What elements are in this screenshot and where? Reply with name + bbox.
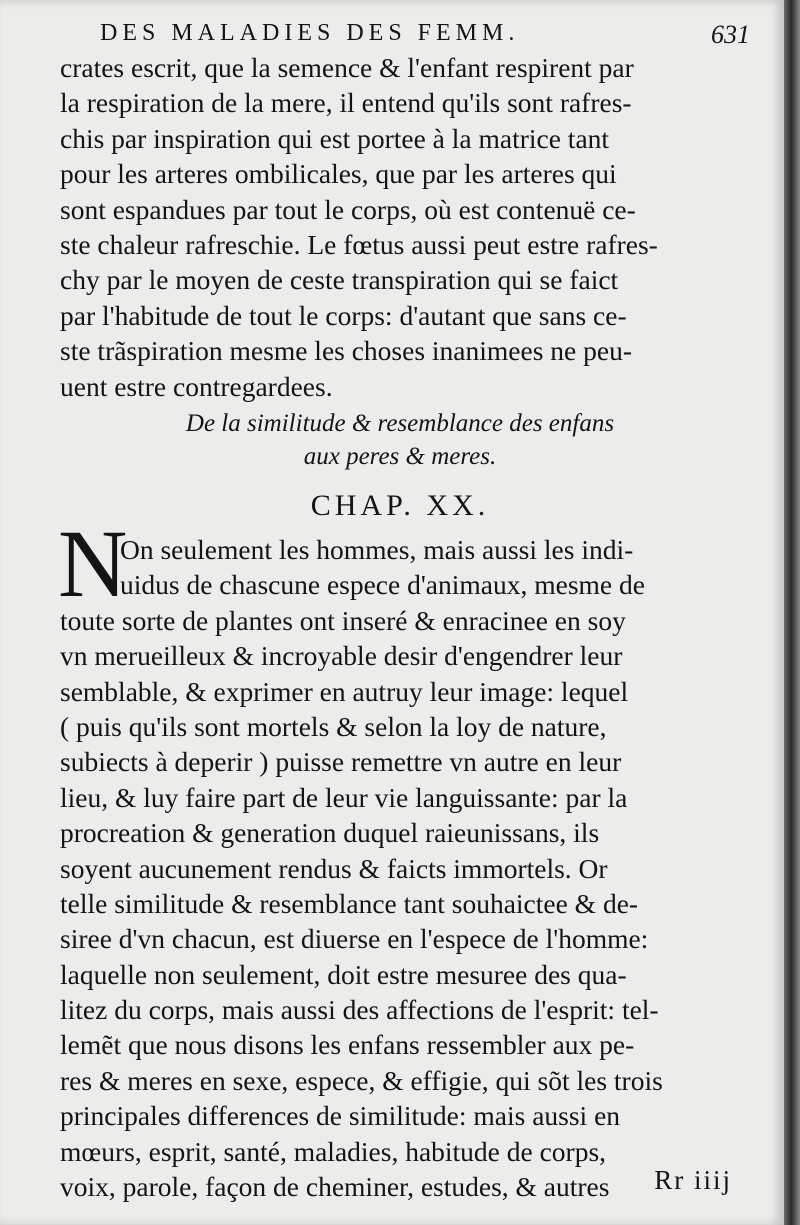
chapter-paragraph [60, 532, 740, 1204]
text-line: chy par le moyen de ceste transpiration qui se faict [60, 264, 619, 296]
paragraph-continued [60, 50, 740, 404]
text-line: ( puis qu'ils sont mortels & selon la loy de nature, [60, 710, 607, 742]
text-line: principales differences de similitude: mais aussi en [60, 1100, 621, 1132]
text-line: crates escrit, que la semence & l'enfant respirent par [60, 52, 634, 83]
text-line: uent estre contregardees. [60, 370, 333, 402]
text-line: pour les arteres ombilicales, que par les arteres qui [60, 158, 617, 190]
text-line: telle similitude & resemblance tant souhaictee & de- [60, 887, 639, 919]
text-line: lemẽt que nous disons les enfans ressembler aux pe- [60, 1029, 635, 1061]
text-line: siree d'vn chacun, est diuerse en l'espece de l'homme: [60, 923, 649, 955]
text-line: sont espandues par tout le corps, où est contenuë ce- [60, 193, 636, 225]
page-edge [784, 0, 800, 1225]
text-line: mœurs, esprit, santé, maladies, habitude de corps, [60, 1135, 607, 1167]
text-line: laquelle non seulement, doit estre mesuree des qua- [60, 958, 627, 990]
text-line: chis par inspiration qui est portee à la matrice tant [60, 122, 610, 154]
text-line: subiects à deperir ) puisse remettre vn autre en leur [60, 746, 622, 778]
text-line: litez du corps, mais aussi des affections de l'esprit: tel- [60, 994, 659, 1026]
text-line: procreation & generation duquel raieunissans, ils [60, 817, 600, 849]
text-line: uidus de chascune espece d'animaux, mesme de [120, 569, 645, 601]
text-line: On seulement les hommes, mais aussi les indi- [120, 534, 634, 565]
heading-line: aux peres & meres. [303, 443, 497, 470]
text-line: res & meres en sexe, espece, & effigie, qui sõt les trois [60, 1064, 663, 1096]
text-line: vn merueilleux & incroyable desir d'engendrer leur [60, 640, 623, 672]
text-line: semblable, & exprimer en autruy leur image: lequel [60, 675, 629, 707]
drop-cap-initial: N [58, 510, 128, 617]
chapter-title: CHAP. XX. [310, 489, 490, 522]
text-line: toute sorte de plantes ont inseré & enracinee en soy [60, 604, 626, 636]
text-line: lieu, & luy faire part de leur vie languissante: par la [60, 781, 628, 813]
catchword-signature: Rr iiij [654, 1165, 732, 1195]
text-line: ste trãspiration mesme les choses inanimees ne peu- [60, 335, 632, 367]
text-line: soyent aucunement rendus & faicts immortels. Or [60, 852, 608, 884]
heading-line: De la similitude & resemblance des enfans [185, 410, 615, 437]
text-line: la respiration de la mere, il entend qu'ils sont rafres- [60, 87, 632, 119]
text-line: par l'habitude de tout le corps: d'autant que sans ce- [60, 299, 627, 331]
page-number: 631 [711, 20, 750, 49]
text-line: ste chaleur rafreschie. Le fœtus aussi peut estre rafres- [60, 228, 658, 260]
text-line: voix, parole, façon de cheminer, estudes, & autres [60, 1171, 610, 1203]
running-title: DES MALADIES DES FEMM. [100, 20, 520, 46]
section-heading [60, 407, 740, 473]
